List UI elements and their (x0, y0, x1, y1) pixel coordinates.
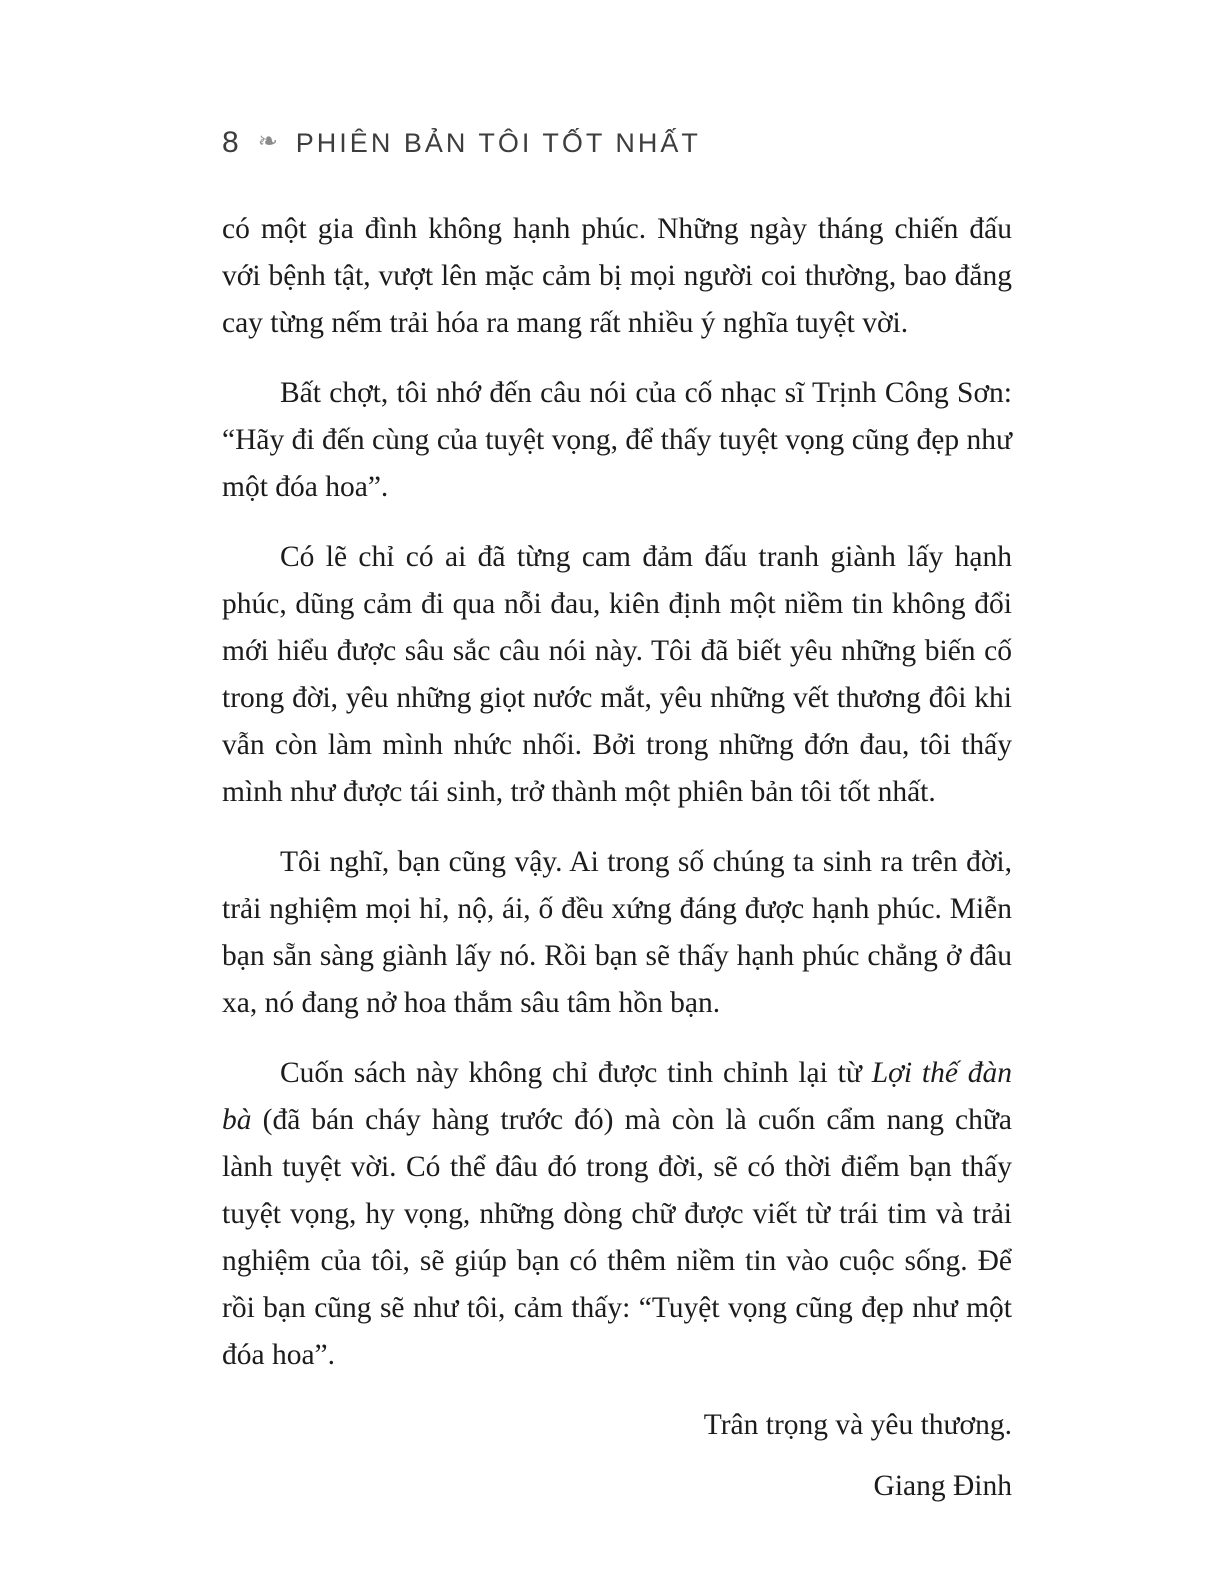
paragraph-text: có một gia đình không hạnh phúc. Những ngày tháng chiến đấu với bệnh tật, vượt lên mặc cảm bị mọi người coi thường, bao đắng cay từng nếm trải hóa ra mang rất nhiều ý nghĩa tuyệt vời. (222, 213, 1012, 339)
running-header (222, 126, 1012, 160)
author-name: Giang Đinh (873, 1470, 1012, 1502)
paragraph-text: Bất chợt, tôi nhớ đến câu nói của cố nhạc sĩ Trịnh Công Sơn: “Hãy đi đến cùng của tuyệt vọng, để thấy tuyệt vọng cũng đẹp như một đóa hoa”. (222, 377, 1012, 503)
book-title-reference: Lợi thế đàn bà (222, 1057, 1013, 1136)
paragraph (222, 839, 1012, 1027)
closing-salutation: Trân trọng và yêu thương. (703, 1409, 1012, 1441)
floral-ornament-icon: ❧ (257, 127, 278, 155)
running-title: PHIÊN BẢN TÔI TỐT NHẤT (295, 127, 701, 158)
paragraph-text: Cuốn sách này không chỉ được tinh chỉnh lại từ (280, 1057, 872, 1089)
paragraph-text: (đã bán cháy hàng trước đó) mà còn là cuốn cẩm nang chữa lành tuyệt vời. Có thể đâu đó trong đời, sẽ có thời điểm bạn thấy tuyệt vọng, hy vọng, những dòng chữ được viết từ trái tim và trải nghiệm của tôi, sẽ giúp bạn có thêm niềm tin vào cuộc sống. Để rồi bạn cũng sẽ như tôi, cảm thấy: “Tuyệt vọng cũng đẹp như một đóa hoa”. (222, 1104, 1012, 1371)
body-text (222, 206, 1012, 1510)
paragraph-text: Có lẽ chỉ có ai đã từng cam đảm đấu tranh giành lấy hạnh phúc, dũng cảm đi qua nỗi đau, kiên định một niềm tin không đổi mới hiểu được sâu sắc câu nói này. Tôi đã biết yêu những biến cố trong đời, yêu những giọt nước mắt, yêu những vết thương đôi khi vẫn còn làm mình nhức nhối. Bởi trong những đớn đau, tôi thấy mình như được tái sinh, trở thành một phiên bản tôi tốt nhất. (222, 541, 1012, 808)
paragraph-text: Tôi nghĩ, bạn cũng vậy. Ai trong số chúng ta sinh ra trên đời, trải nghiệm mọi hỉ, nộ, ái, ố đều xứng đáng được hạnh phúc. Miễn bạn sẵn sàng giành lấy nó. Rồi bạn sẽ thấy hạnh phúc chẳng ở đâu xa, nó đang nở hoa thắm sâu tâm hồn bạn. (222, 846, 1012, 1019)
closing-block (222, 1402, 1012, 1510)
paragraph (222, 1050, 1012, 1379)
paragraph (222, 206, 1012, 347)
page-number: 8 (222, 126, 240, 159)
paragraph (222, 534, 1012, 816)
paragraph (222, 370, 1012, 511)
body-paragraphs (222, 206, 1012, 1379)
